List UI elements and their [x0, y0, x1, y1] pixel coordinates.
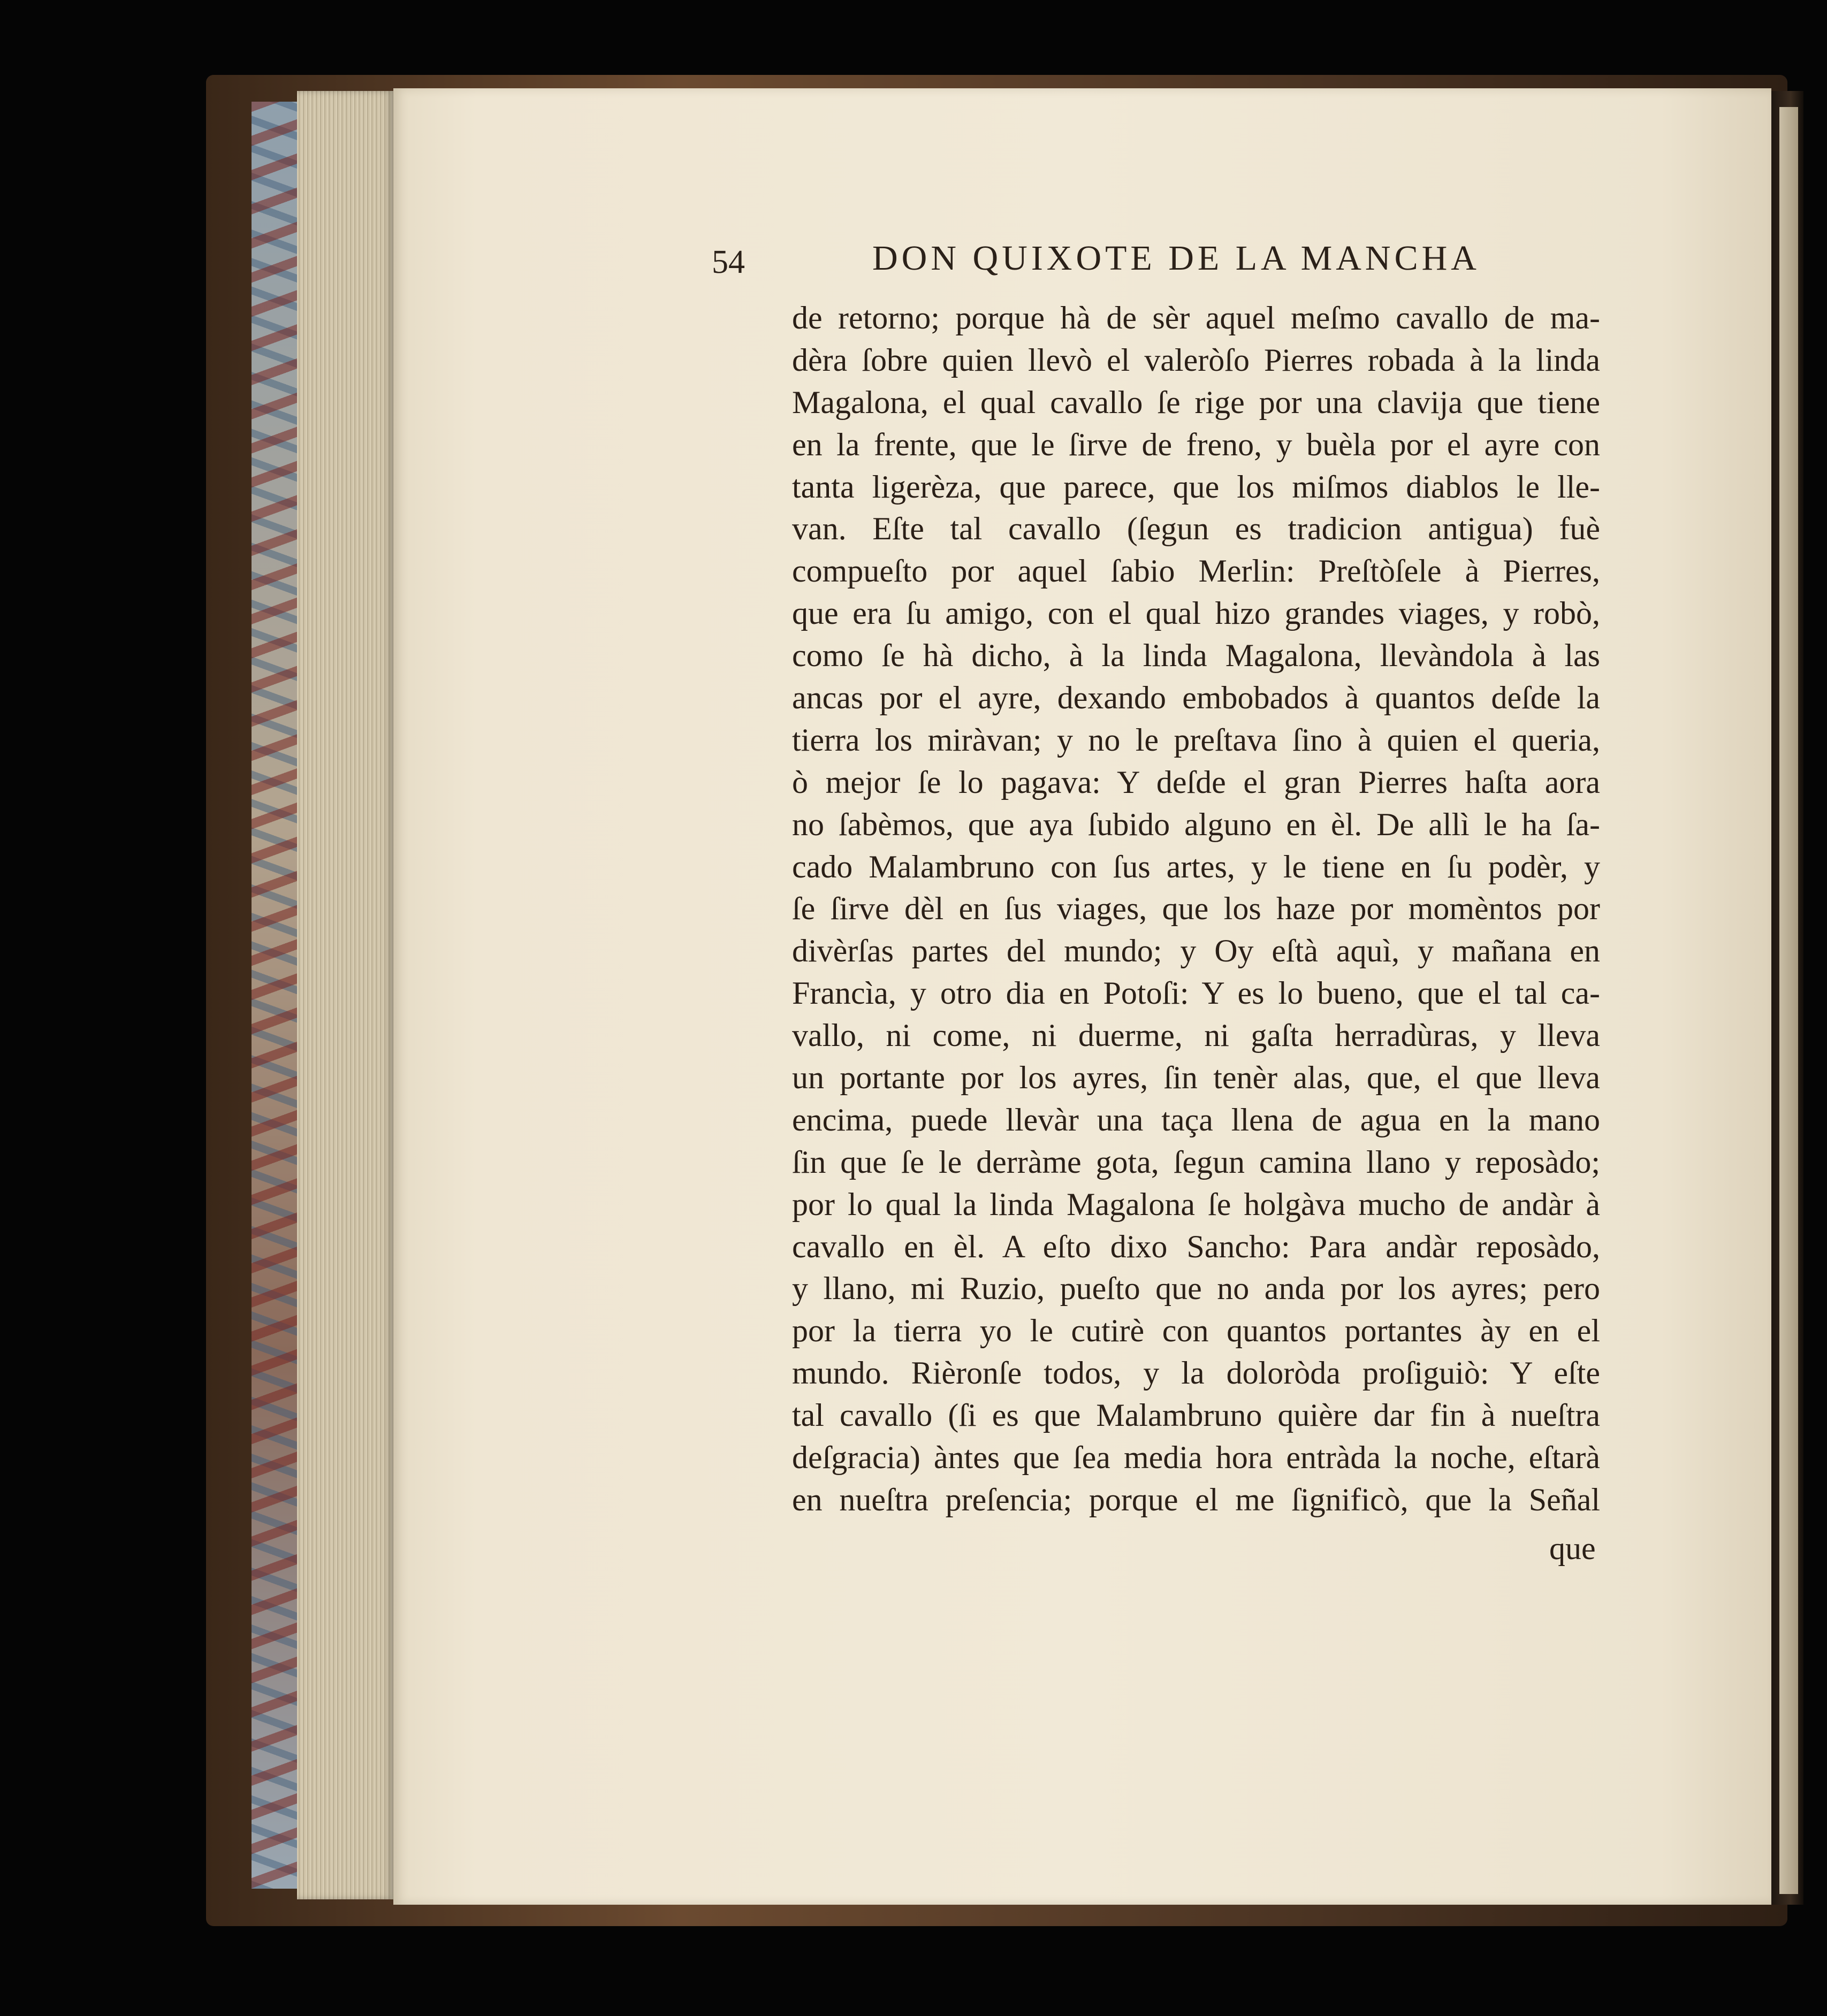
- facing-page-edge: [1779, 107, 1798, 1894]
- text-line: mundo. Rièronſe todos, y la doloròda proſiguiò: Y eſte: [792, 1355, 1600, 1391]
- text-line: cavallo en èl. A eſto dixo Sancho: Para andàr reposàdo,: [792, 1228, 1600, 1264]
- body-text: [792, 297, 1600, 1521]
- text-line: deſgracia) àntes que ſea media hora entràda la noche, eſtarà: [792, 1440, 1600, 1476]
- text-line: tierra los miràvan; y no le preſtava ſino à quien el queria,: [792, 722, 1600, 758]
- text-line: compueſto por aquel ſabio Merlin: Preſtòſele à Pierres,: [792, 553, 1600, 589]
- text-line: de retorno; porque hà de sèr aquel meſmo cavallo de ma-: [792, 300, 1600, 335]
- text-line: divèrſas partes del mundo; y Oy eſtà aquì, y mañana en: [792, 933, 1600, 969]
- text-line: por lo qual la linda Magalona ſe holgàva mucho de andàr à: [792, 1186, 1600, 1222]
- text-line: que era ſu amigo, con el qual hizo grandes viages, y robò,: [792, 595, 1600, 631]
- text-line: encima, puede llevàr una taça llena de agua en la mano: [792, 1102, 1600, 1137]
- running-head: DON QUIXOTE DE LA MANCHA: [872, 239, 1480, 278]
- text-line: en la frente, que le ſirve de freno, y buèla por el ayre con: [792, 426, 1600, 462]
- marbled-endpaper: [252, 102, 297, 1889]
- text-line: vallo, ni come, ni duerme, ni gaſta herradùras, y lleva: [792, 1018, 1600, 1053]
- text-line: en nueſtra preſencia; porque el me ſignificò, que la Señal: [792, 1482, 1600, 1517]
- text-line: tanta ligerèza, que parece, que los miſmos diablos le lle-: [792, 469, 1600, 505]
- text-line: un portante por los ayres, ſin tenèr alas, que, el que lleva: [792, 1060, 1600, 1096]
- page-number: 54: [712, 244, 745, 280]
- text-line: ò mejor ſe lo pagava: Y deſde el gran Pierres haſta aora: [792, 764, 1600, 800]
- text-line: dèra ſobre quien llevò el valeròſo Pierres robada à la linda: [792, 342, 1600, 378]
- page-block-edge: [297, 91, 393, 1899]
- text-line: van. Eſte tal cavallo (ſegun es tradicion antigua) fuè: [792, 511, 1600, 547]
- text-line: ſe ſirve dèl en ſus viages, que los haze por momèntos por: [792, 891, 1600, 927]
- text-line: Magalona, el qual cavallo ſe rige por una clavija que tiene: [792, 384, 1600, 420]
- text-line: y llano, mi Ruzio, pueſto que no anda por los ayres; pero: [792, 1271, 1600, 1307]
- text-line: Francìa, y otro dia en Potoſi: Y es lo bueno, que el tal ca-: [792, 975, 1600, 1011]
- text-line: tal cavallo (ſi es que Malambruno quière dar fin à nueſtra: [792, 1398, 1600, 1433]
- text-line: no ſabèmos, que aya ſubido alguno en èl. De allì le ha ſa-: [792, 806, 1600, 842]
- text-line: como ſe hà dicho, à la linda Magalona, llevàndola à las: [792, 638, 1600, 674]
- text-line: por la tierra yo le cutirè con quantos portantes ày en el: [792, 1313, 1600, 1349]
- text-line: cado Malambruno con ſus artes, y le tiene en ſu podèr, y: [792, 849, 1600, 884]
- catchword: que: [1549, 1531, 1596, 1566]
- text-line: ſin que ſe le derràme gota, ſegun camina llano y reposàdo;: [792, 1144, 1600, 1180]
- text-line: ancas por el ayre, dexando embobados à quantos deſde la: [792, 680, 1600, 716]
